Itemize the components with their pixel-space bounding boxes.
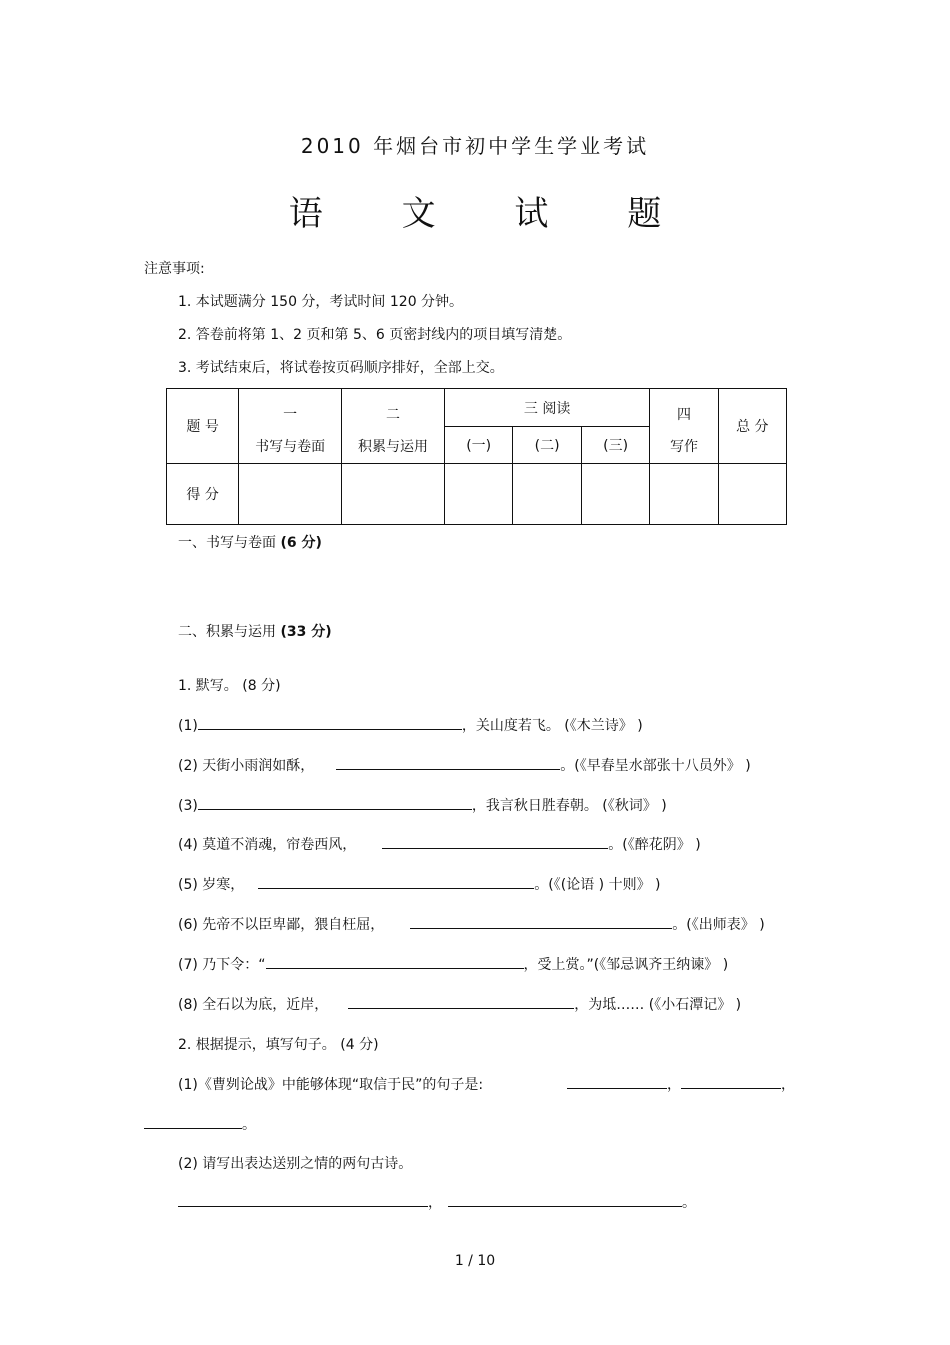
q1-line-2: (2) 天街小雨润如酥， 。(《早春呈水部张十八员外》 ) — [178, 755, 751, 775]
answer-blank[interactable] — [681, 1074, 781, 1089]
score-cell[interactable] — [239, 464, 342, 525]
score-table — [166, 388, 787, 525]
q2-heading: 2. 根据提示，填写句子。 (4 分) — [178, 1037, 379, 1053]
answer-blank[interactable] — [567, 1074, 667, 1089]
col-3-sub-1: (一) — [444, 427, 512, 464]
score-cell[interactable] — [444, 464, 512, 525]
answer-blank[interactable] — [178, 1192, 428, 1207]
q1-heading: 1. 默写。 (8 分) — [178, 678, 281, 694]
note-item: 3. 考试结束后，将试卷按页码顺序排好，全部上交。 — [178, 360, 504, 376]
col-2-header: 二 积累与运用 — [342, 389, 445, 464]
score-cell[interactable] — [342, 464, 445, 525]
row-label-score: 得 分 — [167, 464, 239, 525]
score-cell[interactable] — [718, 464, 786, 525]
answer-blank[interactable] — [348, 994, 574, 1009]
note-item: 2. 答卷前将第 1、2 页和第 5、6 页密封线内的项目填写清楚。 — [178, 327, 572, 343]
col-3-sub-3: (三) — [581, 427, 649, 464]
answer-blank[interactable] — [198, 795, 472, 810]
score-cell[interactable] — [513, 464, 581, 525]
answer-blank[interactable] — [410, 914, 672, 929]
col-1-header: 一 书写与卷面 — [239, 389, 342, 464]
q1-line-4: (4) 莫道不消魂，帘卷西风， 。(《醉花阴》 ) — [178, 834, 701, 854]
row-label-number: 题 号 — [167, 389, 239, 464]
subject-title: 语 文 试 题 — [288, 194, 696, 234]
q1-line-7: (7) 乃下令：“ ，受上赏。”(《邹忌讽齐王纳谏》 ) — [178, 954, 728, 974]
q2-sub-1: (1)《曹刿论战》中能够体现“取信于民”的句子是: — [178, 1077, 484, 1093]
answer-blank[interactable] — [382, 834, 608, 849]
q2-sub-1-continued: 。 — [144, 1114, 256, 1134]
q2-sub-1-blanks: ， ， — [567, 1074, 795, 1094]
score-cell[interactable] — [581, 464, 649, 525]
score-cell[interactable] — [650, 464, 718, 525]
section-1-heading: 一、书写与卷面 (6 分) — [178, 535, 322, 551]
answer-blank[interactable] — [258, 874, 534, 889]
q1-line-3: (3) ，我言秋日胜春朝。 (《秋词》 ) — [178, 795, 667, 815]
answer-blank[interactable] — [336, 755, 560, 770]
q1-line-8: (8) 全石以为底，近岸， ，为坻…… (《小石潭记》 ) — [178, 994, 741, 1014]
col-total-header: 总 分 — [718, 389, 786, 464]
answer-blank[interactable] — [448, 1192, 682, 1207]
page-number: 1 / 10 — [454, 1253, 496, 1269]
note-item: 1. 本试题满分 150 分，考试时间 120 分钟。 — [178, 294, 464, 310]
answer-blank[interactable] — [266, 954, 524, 969]
notes-heading: 注意事项: — [144, 261, 205, 277]
section-2-heading: 二、积累与运用 (33 分) — [178, 624, 332, 640]
col-3-sub-2: (二) — [513, 427, 581, 464]
q1-line-5: (5) 岁寒， 。(《(论语 ) 十则》 ) — [178, 874, 660, 894]
q2-sub-2-blanks: ， 。 — [178, 1192, 696, 1212]
exam-title: 2010 年烟台市初中学生学业考试 — [300, 134, 650, 158]
q1-line-6: (6) 先帝不以臣卑鄙，猥自枉屈， 。(《出师表》 ) — [178, 914, 765, 934]
answer-blank[interactable] — [198, 715, 462, 730]
answer-blank[interactable] — [144, 1114, 242, 1129]
col-4-header: 四 写作 — [650, 389, 718, 464]
col-3-header: 三 阅读 — [444, 389, 649, 427]
q2-sub-2: (2) 请写出表达送别之情的两句古诗。 — [178, 1156, 413, 1172]
q1-line-1: (1) ，关山度若飞。 (《木兰诗》 ) — [178, 715, 643, 735]
